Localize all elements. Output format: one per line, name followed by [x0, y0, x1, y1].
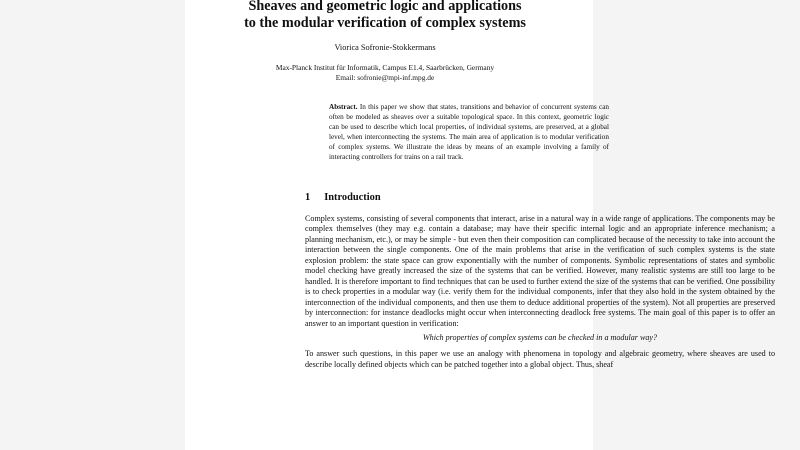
- affiliation: [0, 63, 775, 83]
- research-question: Which properties of complex systems can be checked in a modular way?: [422, 332, 658, 342]
- section-title: Introduction: [324, 192, 381, 203]
- abstract-label: Abstract.: [329, 103, 358, 111]
- abstract: [329, 102, 609, 162]
- paper-title: [0, 0, 775, 31]
- email: Email: sofronie@mpi-inf.mpg.de: [335, 73, 435, 82]
- body-text: [305, 214, 775, 370]
- paper-page[interactable]: [185, 0, 775, 450]
- title-line-1: Sheaves and geometric logic and applications: [248, 0, 522, 14]
- paragraph-1: Complex systems, consisting of several components that interact, arise in a natural way in a wide range of applications. The components may be complex themselves (they may e.g. contain a database; may have their specific internal logic and an appropriate inference mechanism; a planning mechanism, etc.), or may be simple - but even then their composition can complicated because of the necessity to take into account the interaction between the single components. One of the main problems that arise in the verification of such complex systems is the state explosion problem: the state space can grow exponentially with the number of components. Symbolic representations of states and symbolic model checking have greatly increased the size of the systems that can be verified. However, many realistic systems are still too large to be handled. It is therefore important to find techniques that can be used to further extend the size of the systems that can be verified. One possibility is to check properties in a modular way (i.e. verify them for the individual components, infer that they also hold in the system obtained by the interconnection of the individual components, and then use them to deduce additional properties of the system). Not all properties are preserved by interconnection: for instance deadlocks might occur when interconnecting deadlock free systems. The main goal of this paper is to offer an answer to an important question in verification:: [305, 214, 775, 328]
- title-line-2: to the modular verification of complex systems: [244, 14, 526, 31]
- institute: Max-Planck Institut für Informatik, Campus E1.4, Saarbrücken, Germany: [275, 63, 495, 72]
- section-heading: [305, 192, 381, 203]
- section-number: 1: [305, 192, 311, 203]
- paragraph-2: To answer such questions, in this paper we use an analogy with phenomena in topology and algebraic geometry, where sheaves are used to describe locally defined objects which can be patched together into a global object. Thus, sheaf: [305, 349, 775, 369]
- author-name: Viorica Sofronie-Stokkermans: [334, 43, 436, 52]
- abstract-text: In this paper we show that states, transitions and behavior of concurrent systems can often be modeled as sheaves over a suitable topological space. In this context, geometric logic can be used to describe which local properties, of individual systems, are preserved, at a global level, when interconnecting the systems. The main area of application is to modular verification of complex systems. We illustrate the ideas by means of an example involving a family of interacting controllers for trains on a rail track.: [329, 103, 610, 161]
